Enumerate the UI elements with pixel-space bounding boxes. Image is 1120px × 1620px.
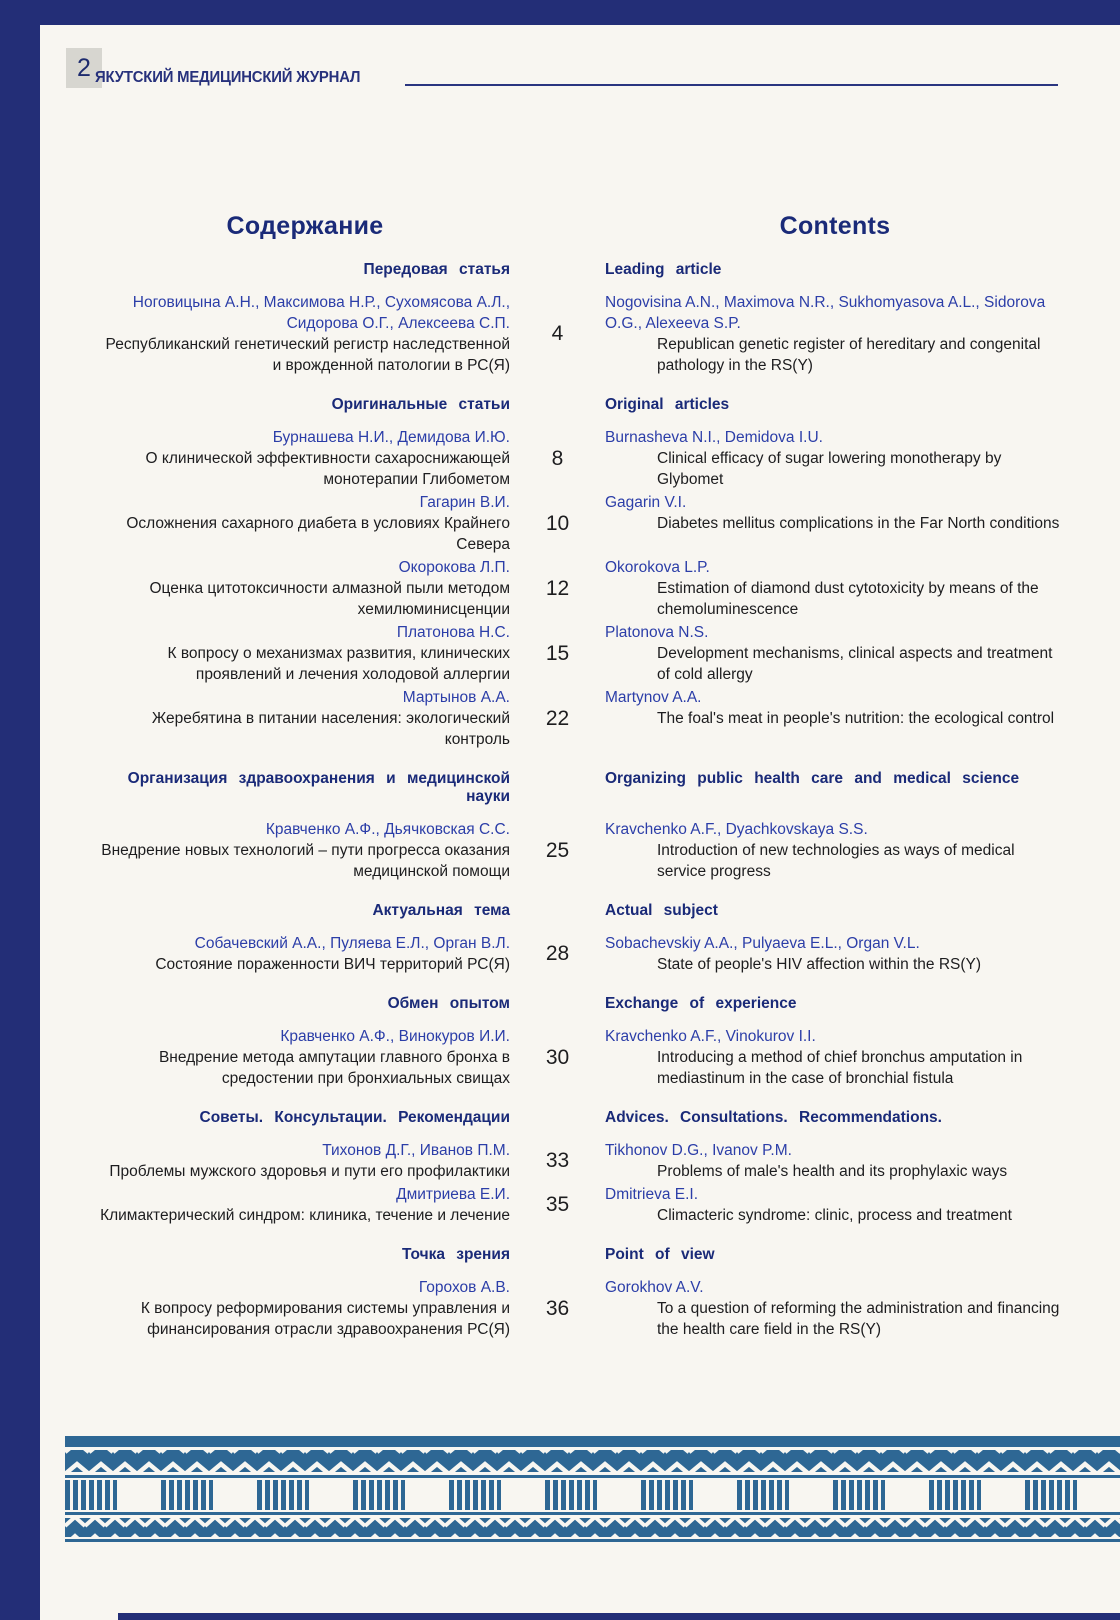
section-heading-russian: Передовая статья bbox=[363, 261, 510, 278]
section-heading-row bbox=[100, 261, 1065, 279]
entry-authors-english: Gorokhov A.V. bbox=[605, 1279, 704, 1296]
ornament-bars-band bbox=[65, 1480, 1120, 1510]
entry-title-russian: Жеребятина в питании населения: экологический контроль bbox=[151, 710, 510, 748]
section-entries bbox=[100, 1026, 1065, 1089]
toc-section bbox=[100, 995, 1065, 1089]
entry-title-russian: Проблемы мужского здоровья и пути его профилактики bbox=[109, 1163, 510, 1180]
entry-authors-english: Platonova N.S. bbox=[605, 624, 709, 641]
section-heading-russian: Организация здравоохранения и медицинской науки bbox=[127, 770, 510, 805]
entry-english-column bbox=[605, 622, 1065, 685]
section-entries bbox=[100, 292, 1065, 376]
section-heading-row bbox=[100, 902, 1065, 920]
ornament-solid-band bbox=[65, 1436, 1120, 1447]
bottom-border-strip bbox=[118, 1613, 1120, 1620]
section-heading-row bbox=[100, 995, 1065, 1013]
toc-entry bbox=[100, 492, 1065, 555]
entry-english-column bbox=[605, 1184, 1065, 1226]
section-heading-english: Actual subject bbox=[605, 902, 718, 919]
left-border-bar bbox=[0, 0, 40, 1620]
header-rule bbox=[405, 84, 1058, 86]
section-heading-russian: Оригинальные статьи bbox=[331, 396, 510, 413]
section-heading-row bbox=[100, 770, 1065, 806]
entry-english-column bbox=[605, 1277, 1065, 1340]
entry-authors-english: Sobachevskiy A.A., Pulyaeva E.L., Organ V.L. bbox=[605, 935, 920, 952]
entry-russian-column bbox=[100, 1140, 510, 1182]
toc-entry bbox=[100, 687, 1065, 750]
toc-entry bbox=[100, 1026, 1065, 1089]
ornament-zigzag-band-top bbox=[65, 1450, 1120, 1472]
section-heading-row bbox=[100, 1246, 1065, 1264]
entry-authors-russian: Платонова Н.С. bbox=[396, 624, 510, 641]
toc-section bbox=[100, 902, 1065, 975]
entry-authors-russian: Дмитриева Е.И. bbox=[396, 1186, 510, 1203]
section-entries bbox=[100, 933, 1065, 975]
toc-entry bbox=[100, 819, 1065, 882]
entry-english-column bbox=[605, 819, 1065, 882]
entry-page-number: 22 bbox=[545, 706, 570, 730]
entry-english-column bbox=[605, 557, 1065, 620]
page-number-badge: 2 bbox=[66, 48, 102, 88]
entry-title-english: Development mechanisms, clinical aspects and treatment of cold allergy bbox=[657, 645, 1053, 683]
entry-authors-english: Tikhonov D.G., Ivanov P.M. bbox=[605, 1142, 792, 1159]
section-entries bbox=[100, 1140, 1065, 1226]
entry-authors-russian: Бурнашева Н.И., Демидова И.Ю. bbox=[272, 429, 510, 446]
ornament-zigzag-band-bottom bbox=[65, 1518, 1120, 1537]
entry-page-number: 25 bbox=[545, 838, 570, 862]
entry-authors-english: Burnasheva N.I., Demidova I.U. bbox=[605, 429, 823, 446]
entry-title-english: Introducing a method of chief bronchus amputation in mediastinum in the case of bronchial fistula bbox=[657, 1049, 1023, 1087]
entry-page-number: 12 bbox=[545, 576, 570, 600]
section-heading-english: Advices. Consultations. Recommendations. bbox=[605, 1109, 942, 1126]
toc-entry bbox=[100, 1140, 1065, 1182]
entry-page-number: 30 bbox=[545, 1045, 570, 1069]
entry-title-russian: Республиканский генетический регистр наследственной и врожденной патологии в РС(Я) bbox=[105, 336, 510, 374]
entry-authors-english: Dmitrieva E.I. bbox=[605, 1186, 699, 1203]
toc-entry bbox=[100, 933, 1065, 975]
entry-english-column bbox=[605, 292, 1065, 376]
toc-entry bbox=[100, 1277, 1065, 1340]
toc-section bbox=[100, 396, 1065, 750]
entry-authors-russian: Горохов А.В. bbox=[418, 1279, 510, 1296]
section-heading-row bbox=[100, 396, 1065, 414]
entry-title-russian: К вопросу реформирования системы управления и финансирования отрасли здравоохранения РС(Я) bbox=[140, 1300, 510, 1338]
entry-authors-english: Okorokova L.P. bbox=[605, 559, 710, 576]
toc-entry bbox=[100, 427, 1065, 490]
entry-russian-column bbox=[100, 427, 510, 490]
entry-page-number: 28 bbox=[545, 942, 570, 965]
entry-authors-english: Gagarin V.I. bbox=[605, 494, 687, 511]
entry-page-number: 33 bbox=[545, 1149, 570, 1172]
section-heading-english: Organizing public health care and medical science bbox=[605, 770, 1020, 787]
table-of-contents bbox=[100, 212, 1065, 1342]
entry-authors-russian: Ноговицына А.Н., Максимова Н.Р., Сухомясова А.Л., Сидорова О.Г., Алексеева С.П. bbox=[132, 294, 510, 332]
entry-authors-english: Nogovisina A.N., Maximova N.R., Sukhomyasova A.L., Sidorova O.G., Alexeeva S.P. bbox=[605, 294, 1046, 332]
entry-title-english: To a question of reforming the administration and financing the health care field in the RS(Y) bbox=[657, 1300, 1060, 1338]
toc-entry bbox=[100, 1184, 1065, 1226]
entry-authors-english: Kravchenko A.F., Dyachkovskaya S.S. bbox=[605, 821, 868, 838]
toc-section bbox=[100, 1109, 1065, 1226]
entry-russian-column bbox=[100, 1184, 510, 1226]
section-heading-russian: Советы. Консультации. Рекомендации bbox=[199, 1109, 510, 1126]
entry-russian-column bbox=[100, 292, 510, 376]
entry-page-number: 35 bbox=[545, 1193, 570, 1216]
entry-russian-column bbox=[100, 933, 510, 975]
section-entries bbox=[100, 427, 1065, 750]
toc-entry bbox=[100, 557, 1065, 620]
toc-title-row bbox=[100, 212, 1065, 241]
entry-page-number: 4 bbox=[551, 322, 564, 345]
entry-title-english: The foal's meat in people's nutrition: the ecological control bbox=[657, 710, 1055, 727]
toc-section bbox=[100, 261, 1065, 376]
toc-section bbox=[100, 1246, 1065, 1340]
entry-title-russian: Оценка цитотоксичности алмазной пыли методом хемилюминисценции bbox=[149, 580, 510, 618]
entry-title-english: Problems of male's health and its prophylaxic ways bbox=[657, 1163, 1008, 1180]
entry-page-number: 10 bbox=[545, 511, 570, 535]
entry-russian-column bbox=[100, 1026, 510, 1089]
toc-title-english: Contents bbox=[779, 212, 891, 240]
entry-title-russian: Внедрение новых технологий – пути прогресса оказания медицинской помощи bbox=[101, 842, 510, 880]
section-heading-russian: Обмен опытом bbox=[387, 995, 510, 1012]
entry-authors-russian: Мартынов А.А. bbox=[402, 689, 510, 706]
entry-authors-russian: Кравченко А.Ф., Винокуров И.И. bbox=[280, 1028, 510, 1045]
entry-page-number: 8 bbox=[551, 446, 564, 470]
entry-title-english: Climacteric syndrome: clinic, process and treatment bbox=[657, 1207, 1012, 1224]
toc-section bbox=[100, 770, 1065, 882]
entry-title-russian: О клинической эффективности сахароснижающей монотерапии Глибометом bbox=[145, 450, 510, 488]
entry-authors-russian: Кравченко А.Ф., Дьячковская С.С. bbox=[265, 821, 510, 838]
section-heading-english: Exchange of experience bbox=[605, 995, 797, 1012]
entry-russian-column bbox=[100, 1277, 510, 1340]
entry-russian-column bbox=[100, 557, 510, 620]
entry-title-english: Estimation of diamond dust cytotoxicity by means of the chemoluminescence bbox=[657, 580, 1039, 618]
entry-english-column bbox=[605, 687, 1065, 750]
entry-english-column bbox=[605, 1140, 1065, 1182]
entry-page-number: 15 bbox=[545, 641, 570, 665]
entry-english-column bbox=[605, 1026, 1065, 1089]
entry-authors-russian: Гагарин В.И. bbox=[419, 494, 510, 511]
section-heading-row bbox=[100, 1109, 1065, 1127]
entry-title-russian: К вопросу о механизмах развития, клинических проявлений и лечения холодовой аллергии bbox=[167, 645, 510, 683]
toc-entry bbox=[100, 622, 1065, 685]
entry-title-english: Republican genetic register of hereditary and congenital pathology in the RS(Y) bbox=[657, 336, 1041, 374]
entry-authors-russian: Окорокова Л.П. bbox=[398, 559, 510, 576]
section-heading-russian: Актуальная тема bbox=[372, 902, 510, 919]
entry-title-english: Diabetes mellitus complications in the Far North conditions bbox=[657, 515, 1060, 532]
section-heading-english: Original articles bbox=[605, 396, 730, 413]
entry-russian-column bbox=[100, 819, 510, 882]
section-heading-russian: Точка зрения bbox=[402, 1246, 510, 1263]
toc-sections bbox=[100, 261, 1065, 1340]
toc-entry bbox=[100, 292, 1065, 376]
entry-title-russian: Климактерический синдром: клиника, течение и лечение bbox=[100, 1207, 510, 1224]
section-heading-english: Point of view bbox=[605, 1246, 715, 1263]
entry-russian-column bbox=[100, 687, 510, 750]
section-entries bbox=[100, 819, 1065, 882]
yakut-ornament-border bbox=[65, 1436, 1120, 1542]
entry-title-english: State of people's HIV affection within the RS(Y) bbox=[657, 956, 982, 973]
section-heading-english: Leading article bbox=[605, 261, 722, 278]
top-border-bar bbox=[0, 0, 1120, 25]
entry-english-column bbox=[605, 933, 1065, 975]
entry-title-english: Introduction of new technologies as ways of medical service progress bbox=[657, 842, 1015, 880]
entry-title-english: Clinical efficacy of sugar lowering monotherapy by Glybomet bbox=[657, 450, 1002, 488]
entry-russian-column bbox=[100, 492, 510, 555]
entry-authors-russian: Собачевский А.А., Пуляева Е.Л., Орган В.Л. bbox=[194, 935, 510, 952]
entry-english-column bbox=[605, 427, 1065, 490]
entry-russian-column bbox=[100, 622, 510, 685]
section-entries bbox=[100, 1277, 1065, 1340]
entry-page-number: 36 bbox=[545, 1296, 570, 1320]
entry-authors-english: Kravchenko A.F., Vinokurov I.I. bbox=[605, 1028, 816, 1045]
entry-title-russian: Состояние пораженности ВИЧ территорий РС(Я) bbox=[155, 956, 510, 973]
entry-authors-english: Martynov A.A. bbox=[605, 689, 702, 706]
entry-title-russian: Внедрение метода ампутации главного бронха в средостении при бронхиальных свищах bbox=[158, 1049, 510, 1087]
entry-authors-russian: Тихонов Д.Г., Иванов П.М. bbox=[322, 1142, 510, 1159]
toc-title-russian: Содержание bbox=[226, 212, 384, 240]
journal-title: ЯКУТСКИЙ МЕДИЦИНСКИЙ ЖУРНАЛ bbox=[95, 69, 361, 86]
entry-title-russian: Осложнения сахарного диабета в условиях Крайнего Севера bbox=[126, 515, 510, 553]
entry-english-column bbox=[605, 492, 1065, 555]
